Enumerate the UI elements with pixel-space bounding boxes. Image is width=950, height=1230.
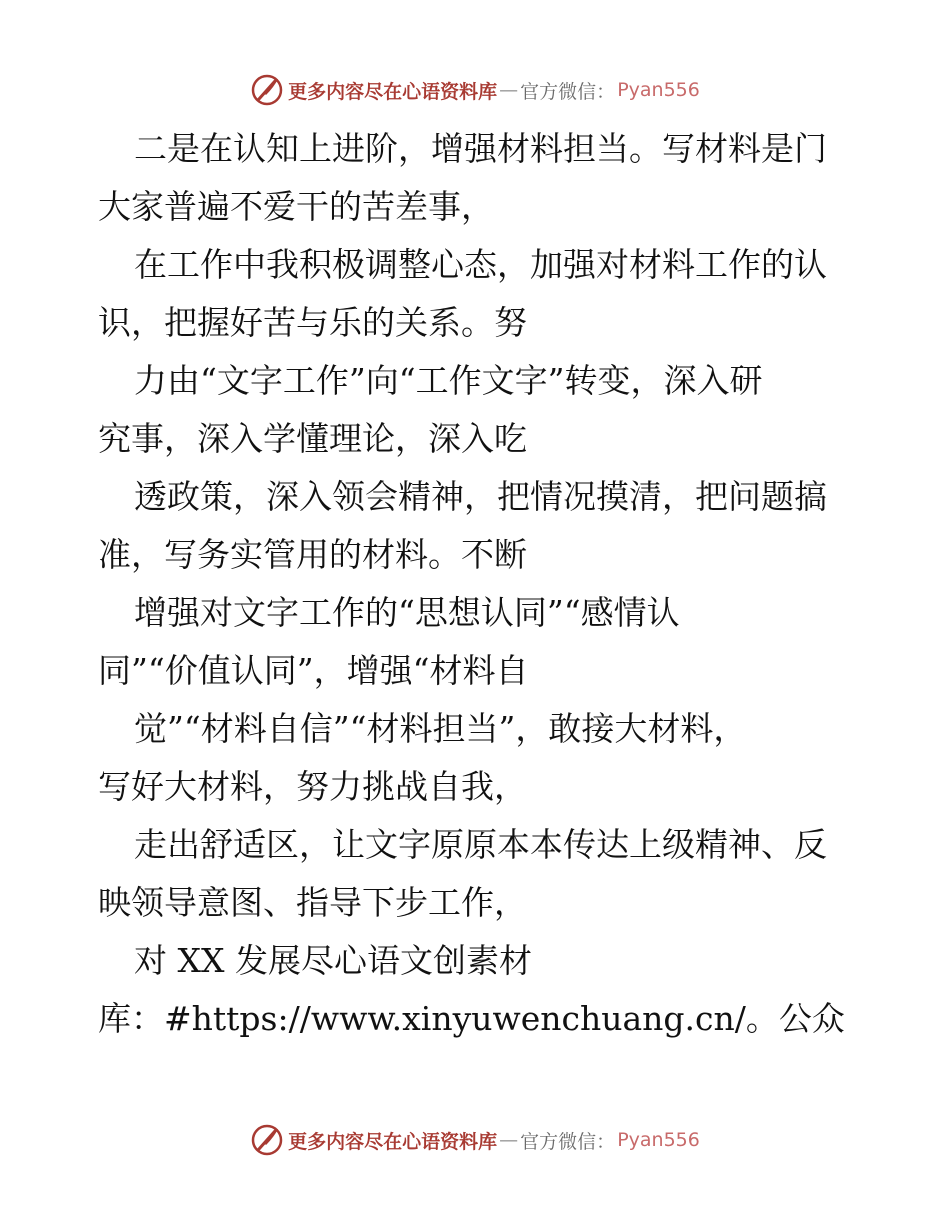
body-line: 力由“文字工作”向“工作文字”转变，深入研 bbox=[134, 361, 763, 400]
body-line: 二是在认知上进阶，增强材料担当。写材料是门 bbox=[134, 129, 827, 168]
footer-banner bbox=[0, 1120, 950, 1160]
banner-promo-text: 更多内容尽在心语资料库 bbox=[288, 1130, 498, 1153]
banner-wechat-id: Pyan556 bbox=[617, 1129, 700, 1151]
body-line: 究事，深入学懂理论，深入吃 bbox=[98, 419, 527, 458]
banner-dash: — bbox=[499, 79, 519, 101]
body-line: 在工作中我积极调整心态，加强对材料工作的认 bbox=[134, 245, 827, 284]
banner-wechat-id: Pyan556 bbox=[617, 79, 700, 101]
banner-promo-text: 更多内容尽在心语资料库 bbox=[288, 80, 498, 103]
body-line: 增强对文字工作的“思想认同”“感情认 bbox=[134, 593, 680, 632]
banner-wechat-label: 官方微信： bbox=[520, 80, 616, 103]
quill-logo-icon bbox=[250, 73, 284, 107]
body-line: 同”“价值认同”，增强“材料自 bbox=[98, 651, 529, 690]
body-line: 大家普遍不爱干的苦差事， bbox=[98, 187, 494, 226]
body-line: 识，把握好苦与乐的关系。努 bbox=[98, 303, 527, 342]
body-line: 准，写务实管用的材料。不断 bbox=[98, 535, 527, 574]
body-line: 走出舒适区，让文字原原本本传达上级精神、反 bbox=[134, 825, 827, 864]
body-line: 透政策，深入领会精神，把情况摸清，把问题搞 bbox=[134, 477, 827, 516]
document-body bbox=[98, 120, 858, 1048]
body-line: 觉”“材料自信”“材料担当”，敢接大材料， bbox=[134, 709, 747, 748]
banner-wechat-label: 官方微信： bbox=[520, 1130, 616, 1153]
body-line: 写好大材料，努力挑战自我， bbox=[98, 767, 527, 806]
banner-dash: — bbox=[499, 1129, 519, 1151]
body-line: 映领导意图、指导下步工作， bbox=[98, 883, 527, 922]
body-line: 对 XX 发展尽心语文创素材 bbox=[134, 941, 532, 980]
body-line-link: 库：#https://www.xinyuwenchuang.cn/。公众 bbox=[98, 999, 845, 1038]
header-banner bbox=[0, 70, 950, 110]
quill-logo-icon bbox=[250, 1123, 284, 1157]
